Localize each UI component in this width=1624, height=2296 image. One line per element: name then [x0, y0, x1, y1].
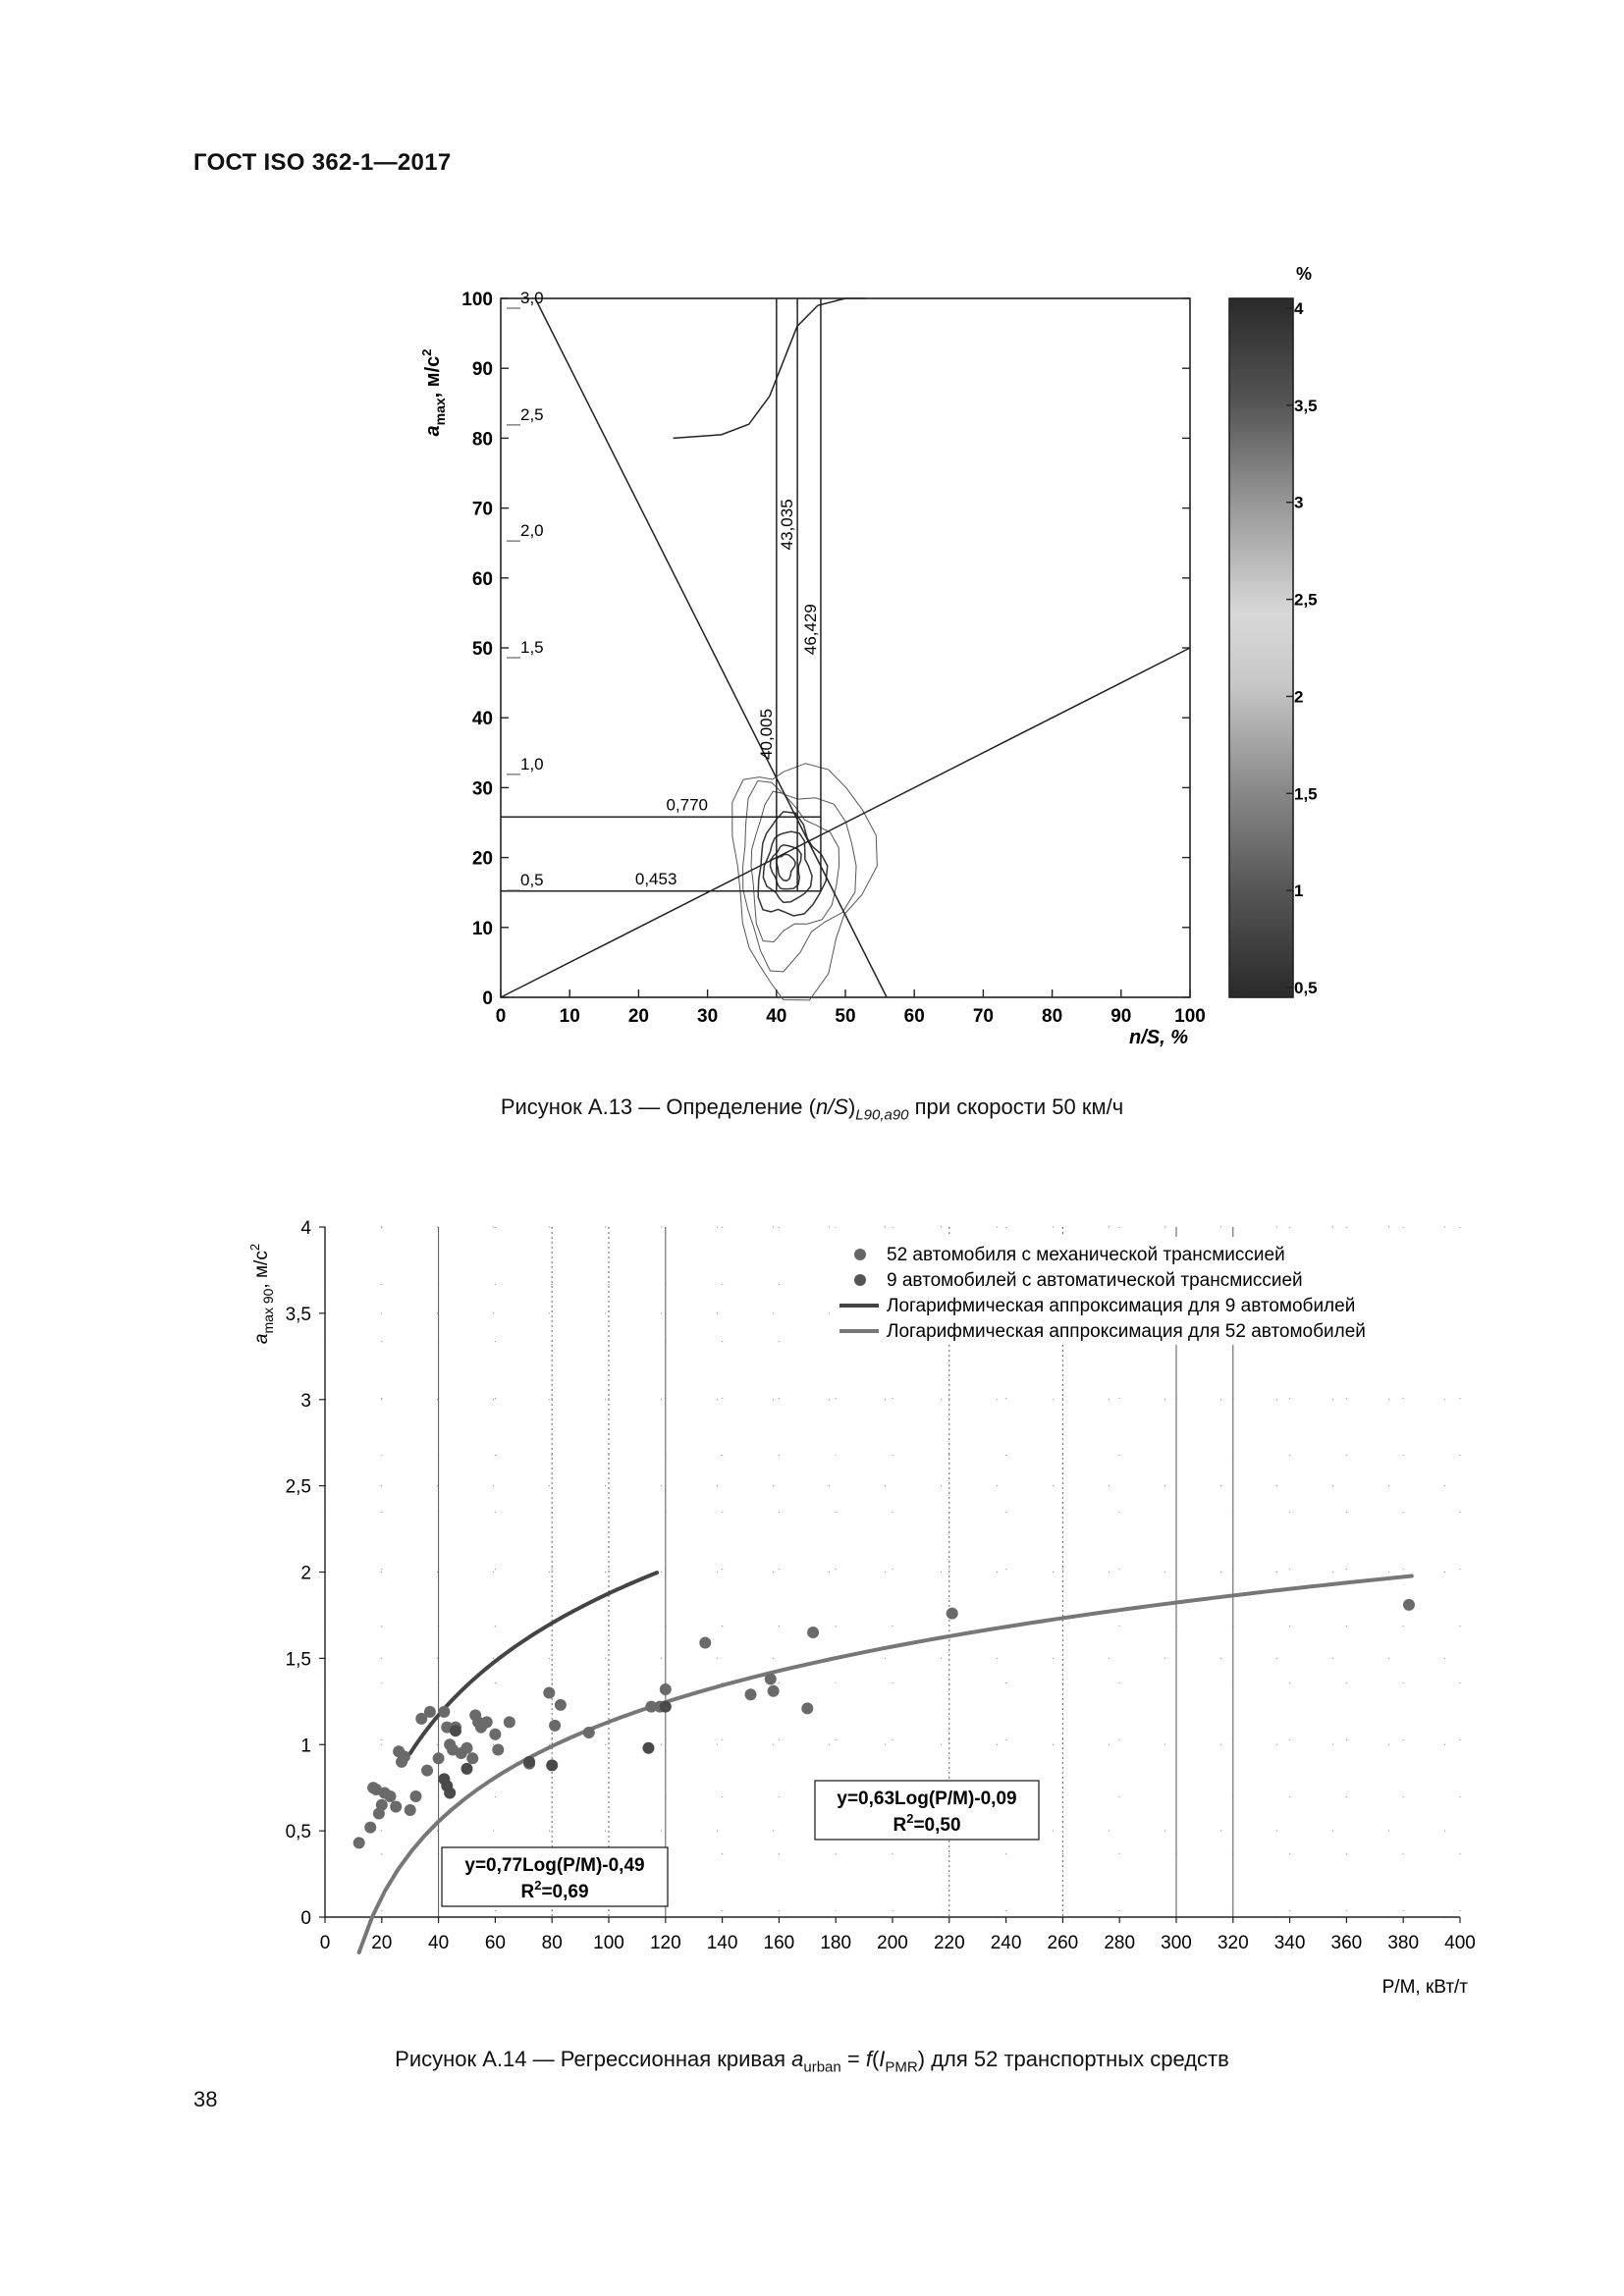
colorbar-tick-label: 2	[1294, 687, 1304, 707]
a14-x-tick-label: 240	[990, 1933, 1022, 1953]
a14-caption-i: I	[879, 2047, 886, 2071]
a14-x-tick-label: 180	[820, 1933, 852, 1953]
a13-left-scale-label: 3,0	[520, 289, 544, 307]
a14-point-manual	[1403, 1599, 1415, 1611]
a14-x-tick-label: 320	[1217, 1933, 1249, 1953]
a13-horizontal-marker-label: 0,453	[634, 869, 677, 888]
a13-horizontal-marker-label: 0,770	[666, 795, 709, 815]
a14-eq-auto-box	[442, 1847, 668, 1906]
a14-point-manual	[745, 1688, 757, 1700]
a14-point-auto	[444, 1787, 456, 1798]
a14-y-tick-label: 3,5	[285, 1304, 311, 1325]
a13-vertical-marker-label: 43,035	[778, 499, 797, 551]
a14-caption-paren-open: (	[871, 2047, 880, 2071]
a14-caption-mid: =	[840, 2047, 866, 2071]
a13-y-tick-label: 100	[461, 290, 493, 310]
a13-y-tick-label: 10	[471, 918, 493, 939]
a14-x-tick-label: 360	[1330, 1933, 1363, 1953]
a14-point-manual	[466, 1752, 478, 1764]
a14-x-label: P/M, кВт/т	[1381, 1977, 1468, 1998]
legend-item-manual: 52 автомобиля с механической трансмиссией	[887, 1245, 1285, 1265]
colorbar-tick-label: 1,5	[1294, 784, 1318, 804]
a14-y-label-unit: , м/с	[251, 1251, 272, 1289]
a13-y-label-sup: 2	[419, 348, 434, 356]
a14-point-manual	[405, 1804, 416, 1816]
a14-caption-paren-close: )	[917, 2047, 926, 2071]
a14-point-manual	[421, 1765, 433, 1777]
svg-text:amax 90, м/с2	[247, 1244, 276, 1344]
legend-marker-manual	[854, 1249, 866, 1260]
a14-point-manual	[807, 1627, 819, 1638]
a14-x-tick-label: 380	[1387, 1933, 1420, 1953]
a14-x-tick-label: 40	[428, 1933, 450, 1953]
a14-point-auto	[642, 1742, 654, 1754]
svg-text:amax, м/с2	[419, 349, 448, 437]
colorbar-tick-label: 3,5	[1294, 396, 1318, 415]
legend-marker-auto	[854, 1274, 866, 1286]
a14-caption-suffix: для 52 транспортных средств	[925, 2047, 1229, 2071]
a13-left-scale-label: 2,5	[520, 404, 544, 424]
a14-x-tick-label: 200	[877, 1933, 908, 1953]
a14-point-auto	[523, 1756, 535, 1768]
a14-x-tick-label: 20	[371, 1933, 393, 1953]
a14-y-tick-label: 1,5	[285, 1649, 311, 1671]
a13-caption-ns: n/S	[815, 1095, 848, 1119]
legend-item-auto: 9 автомобилей с автоматической трансмиссией	[887, 1270, 1303, 1291]
a13-y-tick-label: 30	[471, 778, 493, 800]
a14-x-tick-label: 100	[593, 1933, 624, 1953]
colorbar	[1229, 298, 1293, 997]
a14-point-manual	[376, 1799, 388, 1811]
a14-point-manual	[543, 1687, 555, 1699]
a13-x-tick-label: 70	[972, 1006, 994, 1027]
colorbar-tick-label: 1	[1294, 881, 1304, 901]
a14-eq-auto-r: R	[520, 1882, 535, 1902]
a14-y-tick-label: 1	[300, 1735, 311, 1757]
a14-y-label	[247, 1244, 276, 1344]
a14-caption-f: f	[865, 2047, 872, 2071]
a14-point-auto	[660, 1701, 672, 1713]
a14-point-manual	[765, 1673, 777, 1684]
a13-left-scale-label: 1,5	[520, 638, 544, 657]
svg-text:R2=0,50	[893, 1811, 960, 1836]
a13-y-tick-label: 40	[471, 709, 493, 730]
a13-x-tick-label: 60	[903, 1006, 925, 1027]
a14-eq-manual-box	[815, 1781, 1039, 1840]
a13-x-label: n/S, %	[1128, 1027, 1188, 1048]
a13-caption-prefix: Рисунок А.13 — Определение (	[500, 1095, 816, 1119]
a14-point-manual	[481, 1716, 493, 1728]
a14-x-tick-label: 80	[541, 1933, 563, 1953]
a14-point-auto	[461, 1763, 473, 1775]
a13-left-scale-label: 1,0	[520, 754, 544, 774]
a14-y-label-main: a	[251, 1333, 272, 1345]
document-header: ГОСТ ISO 362-1—2017	[193, 149, 452, 176]
a14-eq-manual-sup: 2	[906, 1811, 914, 1826]
a13-caption-suffix: при скорости 50 км/ч	[908, 1095, 1124, 1119]
a14-y-tick-label: 2	[300, 1563, 311, 1584]
a14-caption-a-sub: urban	[803, 2058, 841, 2076]
a14-point-auto	[546, 1759, 558, 1771]
a14-x-tick-label: 160	[763, 1933, 795, 1953]
legend-item-manual-fit: Логарифмическая аппроксимация для 52 автомобилей	[887, 1321, 1366, 1342]
a14-eq-auto-sup: 2	[534, 1878, 542, 1893]
a14-x-tick-label: 140	[706, 1933, 738, 1953]
a13-plot-frame	[501, 298, 1190, 997]
a14-y-tick-label: 4	[300, 1218, 311, 1239]
figure-a13-caption	[0, 1095, 1624, 1123]
a13-x-tick-label: 30	[697, 1006, 719, 1027]
a14-eq-manual-line1: y=0,63Log(P/M)-0,09	[837, 1789, 1017, 1809]
a14-point-manual	[504, 1716, 515, 1728]
a13-y-tick-label: 80	[471, 429, 493, 451]
figure-a14-caption	[0, 2047, 1624, 2075]
a13-y-tick-label: 60	[471, 568, 493, 590]
a13-x-tick-label: 100	[1174, 1006, 1206, 1027]
a14-point-manual	[424, 1706, 436, 1718]
a13-x-tick-label: 50	[835, 1006, 856, 1027]
svg-text:R2=0,69	[520, 1878, 588, 1902]
a14-point-manual	[353, 1837, 365, 1848]
a14-point-manual	[549, 1720, 561, 1732]
a14-y-label-sup: 2	[247, 1243, 262, 1252]
a14-legend	[830, 1237, 1463, 1345]
a13-left-scale-label: 2,0	[520, 521, 544, 541]
a14-x-tick-label: 400	[1444, 1933, 1476, 1953]
a13-y-tick-label: 70	[471, 499, 493, 520]
a14-x-tick-label: 60	[484, 1933, 506, 1953]
a14-y-label-sub: max 90	[260, 1288, 276, 1334]
a13-x-tick-label: 20	[627, 1006, 649, 1027]
a14-point-manual	[489, 1729, 501, 1740]
a14-point-manual	[364, 1822, 376, 1834]
a14-point-manual	[438, 1706, 450, 1718]
a14-x-tick-label: 340	[1273, 1933, 1306, 1953]
a14-eq-auto-val: =0,69	[541, 1882, 589, 1902]
a14-point-manual	[660, 1683, 672, 1695]
a14-y-tick-label: 3	[300, 1390, 311, 1412]
a13-y-tick-label: 90	[471, 359, 493, 381]
a14-point-manual	[390, 1801, 402, 1813]
a14-eq-manual-val: =0,50	[913, 1815, 961, 1836]
a14-eq-auto-line1: y=0,77Log(P/M)-0,49	[464, 1855, 645, 1876]
a14-y-tick-label: 0,5	[285, 1822, 311, 1843]
a13-x-tick-label: 90	[1110, 1006, 1132, 1027]
a14-point-manual	[768, 1685, 780, 1697]
a14-point-manual	[461, 1742, 473, 1754]
a14-y-tick-label: 0	[300, 1908, 311, 1929]
a14-caption-i-sub: PMR	[885, 2058, 918, 2076]
figure-a14-chart	[0, 1178, 1624, 2061]
a13-x-tick-label: 0	[495, 1006, 507, 1027]
figure-a13-chart	[0, 0, 1624, 1080]
legend-item-auto-fit: Логарифмическая аппроксимация для 9 автомобилей	[887, 1296, 1356, 1316]
a13-x-tick-label: 40	[766, 1006, 787, 1027]
a14-point-manual	[409, 1790, 421, 1802]
a14-point-auto	[450, 1725, 461, 1736]
page-number: 38	[193, 2087, 218, 2111]
a13-y-label-sub: max	[432, 398, 448, 426]
a13-caption-paren: )	[847, 1095, 856, 1119]
colorbar-unit: %	[1296, 264, 1313, 284]
a13-y-label	[419, 349, 448, 437]
colorbar-tick-label: 2,5	[1294, 590, 1318, 610]
a13-y-tick-label: 20	[471, 848, 493, 870]
a13-x-tick-label: 10	[559, 1006, 580, 1027]
a14-point-manual	[947, 1608, 958, 1620]
a13-y-label-main: a	[422, 425, 444, 437]
colorbar-tick-label: 4	[1294, 299, 1304, 318]
a13-y-label-unit: , м/с	[422, 355, 444, 399]
colorbar-tick-label: 3	[1294, 493, 1304, 512]
a14-x-tick-label: 260	[1047, 1933, 1079, 1953]
a14-point-manual	[699, 1637, 711, 1649]
a14-point-manual	[801, 1702, 813, 1714]
a13-left-scale-label: 0,5	[520, 871, 544, 890]
a13-caption-sub: L90,a90	[855, 1106, 909, 1124]
a14-point-manual	[555, 1699, 567, 1711]
a14-eq-manual-r: R	[893, 1815, 907, 1836]
a14-point-manual	[399, 1751, 410, 1763]
a14-point-manual	[433, 1752, 445, 1764]
a13-x-tick-label: 80	[1042, 1006, 1063, 1027]
a14-x-tick-label: 220	[933, 1933, 965, 1953]
a14-point-manual	[583, 1727, 595, 1738]
a14-x-tick-label: 280	[1104, 1933, 1136, 1953]
a14-point-manual	[384, 1790, 396, 1802]
a14-x-tick-label: 120	[649, 1933, 681, 1953]
a13-vertical-marker-label: 46,429	[800, 604, 820, 656]
a13-y-tick-label: 50	[471, 639, 493, 660]
a14-y-tick-label: 2,5	[285, 1476, 311, 1498]
a13-vertical-marker-label: 40,005	[756, 708, 776, 760]
a14-point-manual	[492, 1744, 504, 1756]
a14-caption-prefix: Рисунок А.14 — Регрессионная кривая	[395, 2047, 792, 2071]
a13-y-tick-label: 0	[482, 988, 493, 1009]
colorbar-tick-label: 0,5	[1294, 979, 1318, 997]
a14-x-tick-label: 0	[319, 1933, 331, 1953]
a14-x-tick-label: 300	[1161, 1933, 1192, 1953]
a14-caption-a: a	[791, 2047, 804, 2071]
